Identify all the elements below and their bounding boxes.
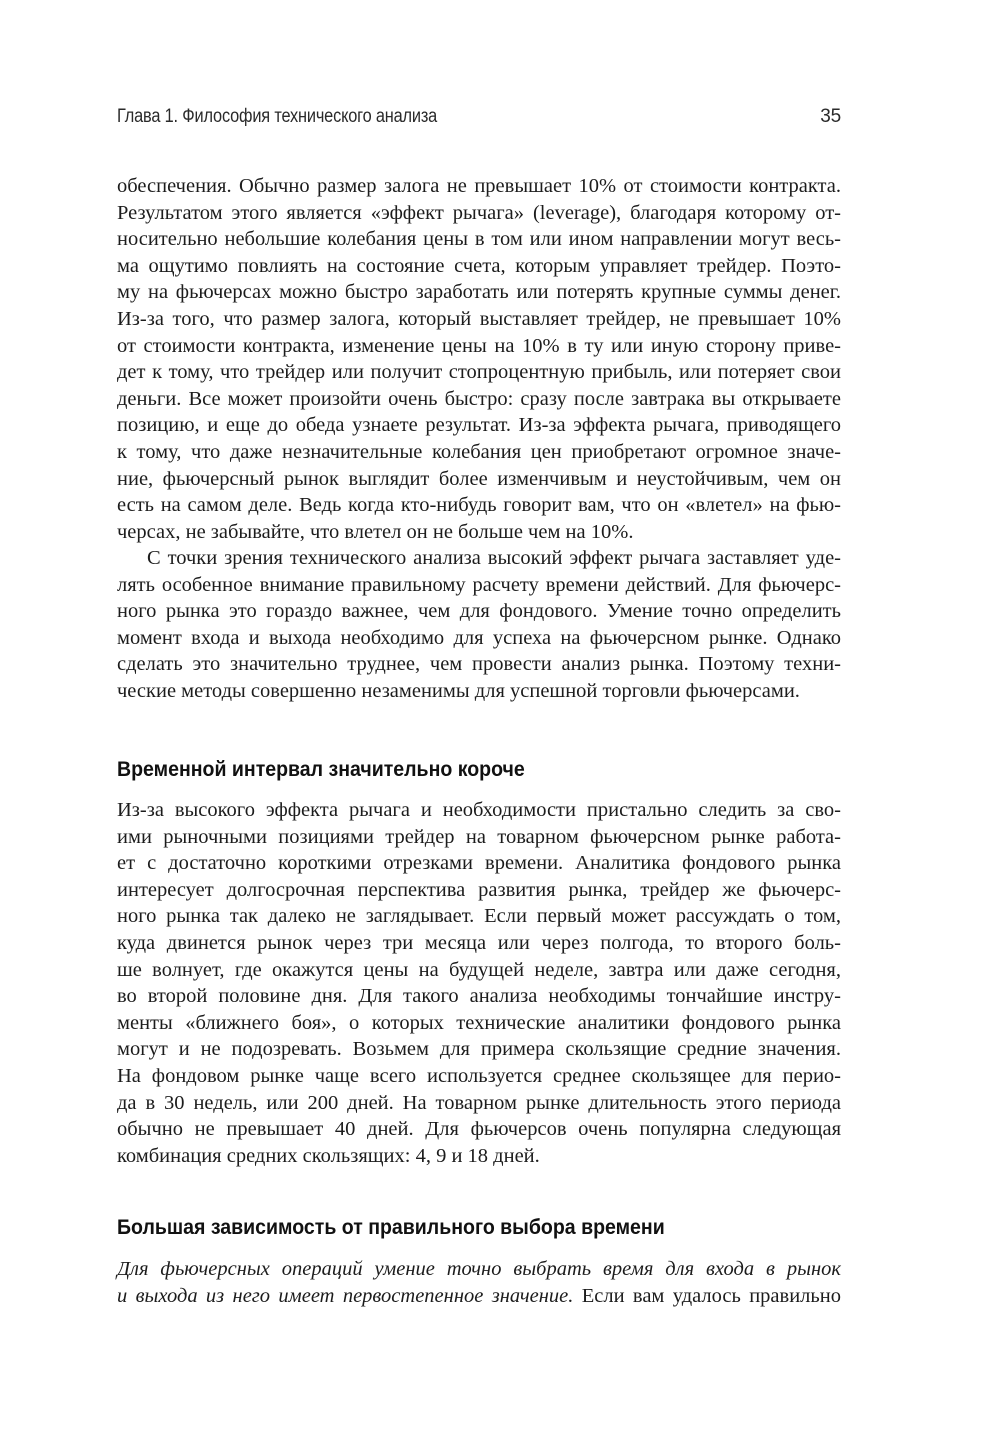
text-line: С точки зрения технического анализа высокий эффект рычага заставляет уде- [147, 547, 841, 569]
italic-text: и выхода из него имеет первостепенное значение. [117, 1284, 574, 1307]
text-line: к тому, что даже незначительные колебания цен приобретают огромное значе- [117, 440, 841, 463]
text-line [117, 1256, 841, 1283]
text-line: лять особенное внимание правильному расчету времени действий. Для фьючерс- [117, 573, 841, 596]
text-line: могут и не подозревать. Возьмем для примера скользящие средние значения. [117, 1038, 841, 1061]
text-line: ет с достаточно короткими отрезками времени. Аналитика фондового рынка [117, 852, 841, 875]
section-heading-time-interval: Временной интервал значительно короче [117, 758, 525, 781]
text-line: позицию, и еще до обеда узнаете результат. Из-за эффекта рычага, приводящего [117, 414, 841, 437]
text-line: Из-за того, что размер залога, который выставляет трейдер, не превышает 10% [117, 307, 841, 330]
page-number: 35 [820, 106, 841, 127]
text-line: есть на самом деле. Ведь когда кто-нибудь говорит вам, что он «влетел» на фью- [117, 494, 841, 517]
text-line [117, 1283, 841, 1310]
paragraph-timing [117, 1256, 841, 1309]
paragraph-time-interval [117, 797, 841, 1169]
regular-text: Если вам удалось правильно [573, 1284, 841, 1307]
text-line: дет к тому, что трейдер или получит стопроцентную прибыль, или потеряет свои [117, 361, 841, 384]
text-line: сделать это значительно труднее, чем провести анализ рынка. Поэтому техни- [117, 653, 841, 676]
text-line: ше волнует, где окажутся цены на будущей неделе, завтра или даже сегодня, [117, 958, 841, 981]
text-line: черсах, не забывайте, что влетел он не больше чем на 10%. [117, 520, 634, 543]
text-line: куда двинется рынок через три месяца или через полгода, то второго боль- [117, 931, 841, 954]
text-line: ного рынка это гораздо важнее, чем для фондового. Умение точно определить [117, 600, 841, 623]
text-line: во второй половине дня. Для такого анализа необходимы тончайшие инстру- [117, 985, 841, 1008]
text-line: интересует долгосрочная перспектива развития рынка, трейдер же фьючерс- [117, 878, 841, 901]
text-line: ние, фьючерсный рынок выглядит более изменчивым и неустойчивым, чем он [117, 467, 841, 490]
text-line: деньги. Все может произойти очень быстро: сразу после завтрака вы открываете [117, 387, 841, 410]
text-line: от стоимости контракта, изменение цены на 10% в ту или иную сторону приве- [117, 334, 841, 357]
text-line: ма ощутимо повлиять на состояние счета, которым управляет трейдер. Поэто- [117, 254, 841, 277]
text-line: да в 30 недель, или 200 дней. На товарном рынке длительность этого периода [117, 1091, 841, 1114]
text-line: момент входа и выхода необходимо для успеха на фьючерсном рынке. Однако [117, 626, 841, 649]
running-head [117, 104, 841, 132]
text-line: ими рыночными позициями трейдер на товарном фьючерсном рынке работа- [117, 825, 841, 848]
italic-text: Для фьючерсных операций умение точно выбрать время для входа в рынок [117, 1258, 841, 1280]
paragraph-technical-analysis [117, 545, 841, 705]
text-line: Результатом этого является «эффект рычага» (leverage), благодаря которому от- [117, 201, 841, 224]
text-line: комбинация средних скользящих: 4, 9 и 18 дней. [117, 1144, 540, 1167]
text-line: ческие методы совершенно незаменимы для успешной торговли фьючерсами. [117, 679, 800, 702]
text-line: На фондовом рынке чаще всего используется среднее скользящее для перио- [117, 1064, 841, 1087]
text-line: Из-за высокого эффекта рычага и необходимости пристально следить за сво- [117, 799, 841, 821]
text-line: носительно небольшие колебания цены в том или ином направлении могут весь- [117, 228, 841, 251]
paragraph-leverage [117, 173, 841, 545]
text-line: ного рынка так далеко не заглядывает. Если первый может рассуждать о том, [117, 905, 841, 928]
text-line: обычно не превышает 40 дней. Для фьючерсов очень популярна следующая [117, 1118, 841, 1141]
chapter-title: Глава 1. Философия технического анализа [117, 106, 438, 127]
section-heading-timing: Большая зависимость от правильного выбора времени [117, 1216, 665, 1239]
text-line: менты «ближнего боя», о которых технические аналитики фондового рынка [117, 1011, 841, 1034]
text-line: обеспечения. Обычно размер залога не превышает 10% от стоимости контракта. [117, 175, 841, 197]
text-line: му на фьючерсах можно быстро заработать или потерять крупные суммы денег. [117, 281, 841, 304]
